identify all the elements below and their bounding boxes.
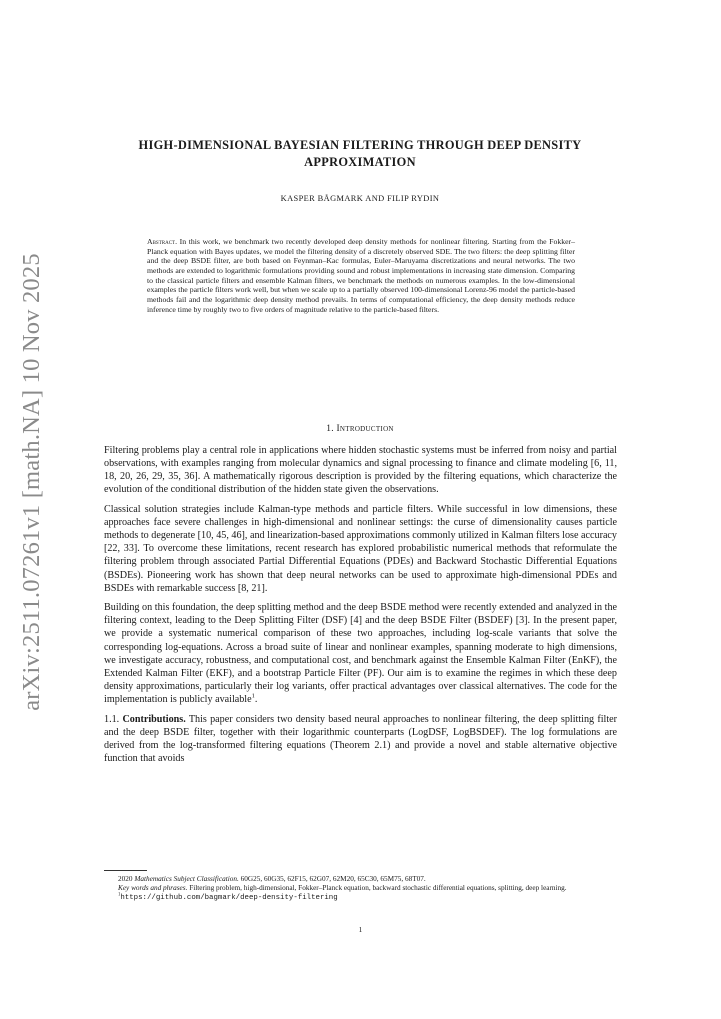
keywords-footnote: [104, 884, 617, 893]
abstract-label: Abstract.: [147, 237, 178, 246]
arxiv-identifier-margin: [2, 253, 62, 711]
paragraph-3-end: .: [254, 694, 258, 706]
msc-label: Mathematics Subject Classification.: [134, 875, 239, 883]
abstract: [147, 237, 575, 314]
section-heading-introduction: [104, 424, 616, 434]
paragraph-2: Classical solution strategies include Kalman-type methods and particle filters. While successful in low dimensions, these approaches face severe challenges in high-dimensional and nonlinear settings: the curse of dimensionality causes particle methods to degenerate [10, 45, 46], and linearization-based approximations commonly utilized in Kalman filters lose accuracy [22, 33]. To overcome these limitations, recent research has explored probabilistic numerical methods that reformulate the filtering problem through associated Partial Differential Equations (PDEs) and Backward Stochastic Differential Equations (BSDEs). Pioneering work has shown that deep neural networks can be used to approximate high-dimensional PDEs and BSDEs with remarkable success [8, 21].: [104, 503, 617, 594]
code-url-link[interactable]: https://github.com/bagmark/deep-density-filtering: [120, 894, 338, 903]
page-number: 1: [358, 925, 363, 934]
url-footnote-marker: 1: [118, 892, 121, 898]
paper-title: HIGH-DIMENSIONAL BAYESIAN FILTERING THROUGH DEEP DENSITY APPROXIMATION: [138, 138, 582, 169]
footnote-marker[interactable]: 1: [251, 692, 255, 700]
contributions-paragraph: [104, 713, 617, 766]
keywords-label: Key words and phrases.: [118, 884, 188, 893]
subsection-number: 1.1.: [104, 713, 120, 725]
footnotes: [104, 875, 617, 903]
msc-footnote: [104, 875, 617, 884]
body-text: [104, 444, 617, 771]
abstract-text: In this work, we benchmark two recently developed deep density methods for nonlinear filtering. Starting from the Fokker–Planck equation with Bayes updates, we model the filtering density of a discretely observed SDE. The two filters: the deep splitting filter and the deep BSDE filter, are both based on Feynman–Kac formulas, Euler–Maruyama discretizations and neural networks. The two methods are extended to logarithmic formulations providing sound and robust implementations in increasing state dimension. Comparing to the classical particle filters and ensemble Kalman filters, we benchmark the methods on numerous examples. In the low-dimensional examples the particle filters work well, but when we scale up to a partially observed 100-dimensional Lorenz-96 model the particle-based methods fail and the logarithmic deep density method prevails. In terms of computational efficiency, the deep density methods reduce inference time by roughly two to five orders of magnitude relative to the particle-based filters.: [147, 237, 575, 314]
section-number: 1.: [326, 424, 334, 434]
contributions-text: This paper considers two density based neural approaches to nonlinear filtering, the deep splitting filter and the deep BSDE filter, together with their logarithmic counterparts (LogDSF, LogBSDEF). The log formulations are derived from the log-transformed filtering equations (Theorem 2.1) and provide a novel and stable alternative objective function that avoids: [104, 713, 618, 764]
url-footnote: [104, 893, 617, 903]
paragraph-3-text: Building on this foundation, the deep splitting method and the deep BSDE method were recently extended and analyzed in the filtering context, leading to the Deep Splitting Filter (DSF) [4] and the deep BSDE Filter (BSDEF) [3]. In the present paper, we provide a systematic numerical comparison of these two approaches, including log-scale variants that solve the corresponding log-equations. Across a broad suite of linear and nonlinear examples, spanning moderate to high dimensions, we investigate accuracy, robustness, and computational cost, and benchmark against the Ensemble Kalman Filter (EnKF), the Extended Kalman Filter (EKF), and a bootstrap Particle Filter (PF). Our aim is to examine the regimes in which these deep density approximations, particularly their log variants, offer practical advantages over classical alternatives. The code for the implementation is publicly available: [104, 602, 617, 706]
keywords-text: Filtering problem, high-dimensional, Fokker–Planck equation, backward stochastic differential equations, splitting, deep learning.: [189, 884, 567, 893]
subsection-title: Contributions.: [122, 713, 186, 725]
arxiv-identifier: arXiv:2511.07261v1 [math.NA] 10 Nov 2025: [18, 253, 45, 711]
paragraph-1: Filtering problems play a central role in applications where hidden stochastic systems must be inferred from noisy and partial observations, with examples ranging from molecular dynamics and signal processing to finance and climate modeling [6, 11, 18, 20, 26, 29, 35, 36]. A mathematically rigorous description is provided by the filtering equations, which characterize the evolution of the conditional distribution of the hidden state given the observations.: [104, 445, 617, 496]
msc-prefix: 2020: [118, 875, 133, 883]
footnote-rule: [104, 870, 147, 871]
section-title: Introduction: [336, 424, 394, 434]
paragraph-3: [104, 601, 617, 706]
paper-authors: KASPER BÅGMARK AND FILIP RYDIN: [280, 194, 440, 203]
msc-codes: 60G25, 60G35, 62F15, 62G07, 62M20, 65C30, 65M75, 68T07.: [240, 875, 426, 883]
